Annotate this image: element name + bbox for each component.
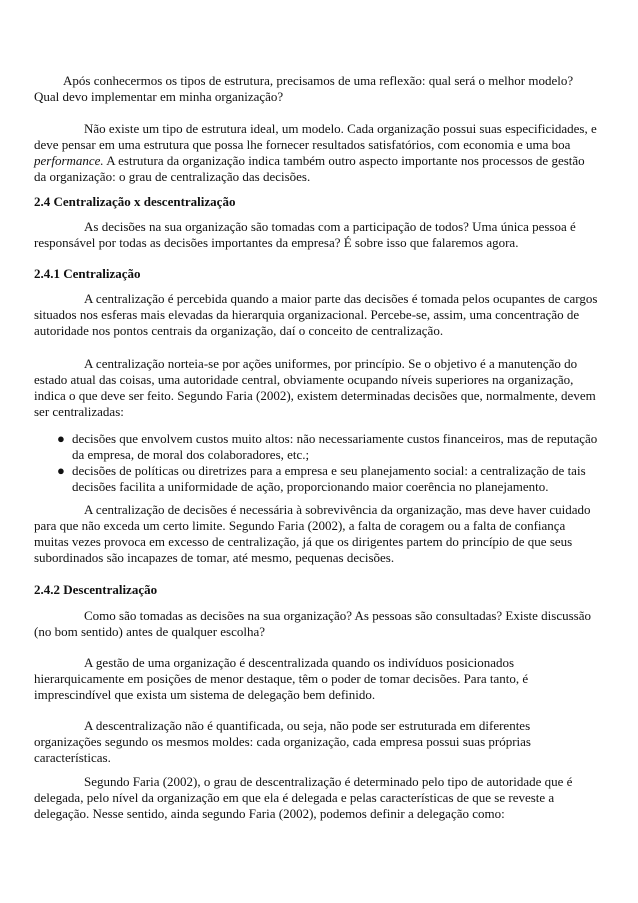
bullet-dot: ● bbox=[57, 431, 65, 446]
bullet-dot: ● bbox=[57, 463, 65, 478]
section-heading-2-4: 2.4 Centralização x descentralização bbox=[34, 194, 236, 209]
section-heading-2-4-2: 2.4.2 Descentralização bbox=[34, 582, 158, 597]
paragraph-structure bbox=[34, 121, 600, 185]
paragraph-decentralization-questions: Como são tomadas as decisões na sua organização? As pessoas são consultadas? Existe discussão (no bom sentido) antes de qualquer escolha? bbox=[34, 608, 591, 639]
intro-paragraph bbox=[34, 73, 600, 105]
bullet-text-2: decisões de políticas ou diretrizes para a empresa e seu planejamento social: a centralização de tais decisões facilita a uniformidade de ação, proporcionando maior coerência no planejamento. bbox=[72, 463, 586, 494]
paragraph-structure-text-a: Não existe um tipo de estrutura ideal, um modelo. Cada organização possui suas especificidades, e deve pensar em uma estrutura que possa lhe fornecer resultados satisfatórios, com economia e uma boa bbox=[34, 121, 597, 152]
paragraph-decentralization-def: A gestão de uma organização é descentralizada quando os indivíduos posicionados hierarquicamente em posições de menor destaque, têm o poder de tomar decisões. Para tanto, é imprescindível que exista um sistema de delegação bem definido. bbox=[34, 655, 529, 702]
bullet-item-1 bbox=[57, 431, 600, 463]
paragraph-delegation: Segundo Faria (2002), o grau de descentralização é determinado pelo tipo de autoridade que é delegada, pelo nível da organização em que ela é delegada e pelas características de que se reveste a delegação. Nesse sentido, ainda segundo Faria (2002), podemos definir a delegação como: bbox=[34, 774, 573, 821]
paragraph-structure-text-b: A estrutura da organização indica também outro aspecto importante nos processos de gestão da organização: o grau de centralização das decisões. bbox=[34, 153, 585, 184]
paragraph-decentralization-quantify: A descentralização não é quantificada, ou seja, não pode ser estruturada em diferentes organizações segundo os mesmos moldes: cada organização, cada empresa possui suas próprias características. bbox=[34, 718, 531, 765]
intro-line-1: Após conhecermos os tipos de estrutura, precisamos de uma reflexão: qual será o melhor modelo? bbox=[63, 73, 574, 88]
intro-line-2: Qual devo implementar em minha organização? bbox=[34, 89, 284, 104]
paragraph-structure-italic: performance. bbox=[34, 153, 104, 168]
paragraph-decisions: As decisões na sua organização são tomadas com a participação de todos? Uma única pessoa é responsável por todas as decisões importantes da empresa? É sobre isso que falaremos agora. bbox=[34, 219, 576, 250]
bullet-text-1: decisões que envolvem custos muito altos: não necessariamente custos financeiros, mas de reputação da empresa, de moral dos colaboradores, etc.; bbox=[72, 431, 598, 462]
bullet-item-2 bbox=[57, 463, 600, 495]
paragraph-centralization-uniform: A centralização norteia-se por ações uniformes, por princípio. Se o objetivo é a manutenção do estado atual das coisas, uma autoridade central, obviamente ocupando níveis superiores na organização, indica o que deve ser feito. Segundo Faria (2002), existem determinadas decisões que, normalmente, devem ser centralizadas: bbox=[34, 356, 596, 419]
paragraph-centralization-def: A centralização é percebida quando a maior parte das decisões é tomada pelos ocupantes de cargos situados nos esferas mais elevadas da hierarquia organizacional. Percebe-se, assim, uma concentração de autoridade nos pontos centrais da organização, daí o conceito de centralização. bbox=[34, 291, 598, 338]
section-heading-2-4-1: 2.4.1 Centralização bbox=[34, 266, 141, 281]
paragraph-centralization-limit: A centralização de decisões é necessária à sobrevivência da organização, mas deve haver cuidado para que não exceda um certo limite. Segundo Faria (2002), a falta de coragem ou a falta de confiança muitas vezes provoca em excesso de centralização, já que os dirigentes partem do princípio de que seus subordinados são incapazes de tomar, até mesmo, pequenas decisões. bbox=[34, 502, 591, 565]
